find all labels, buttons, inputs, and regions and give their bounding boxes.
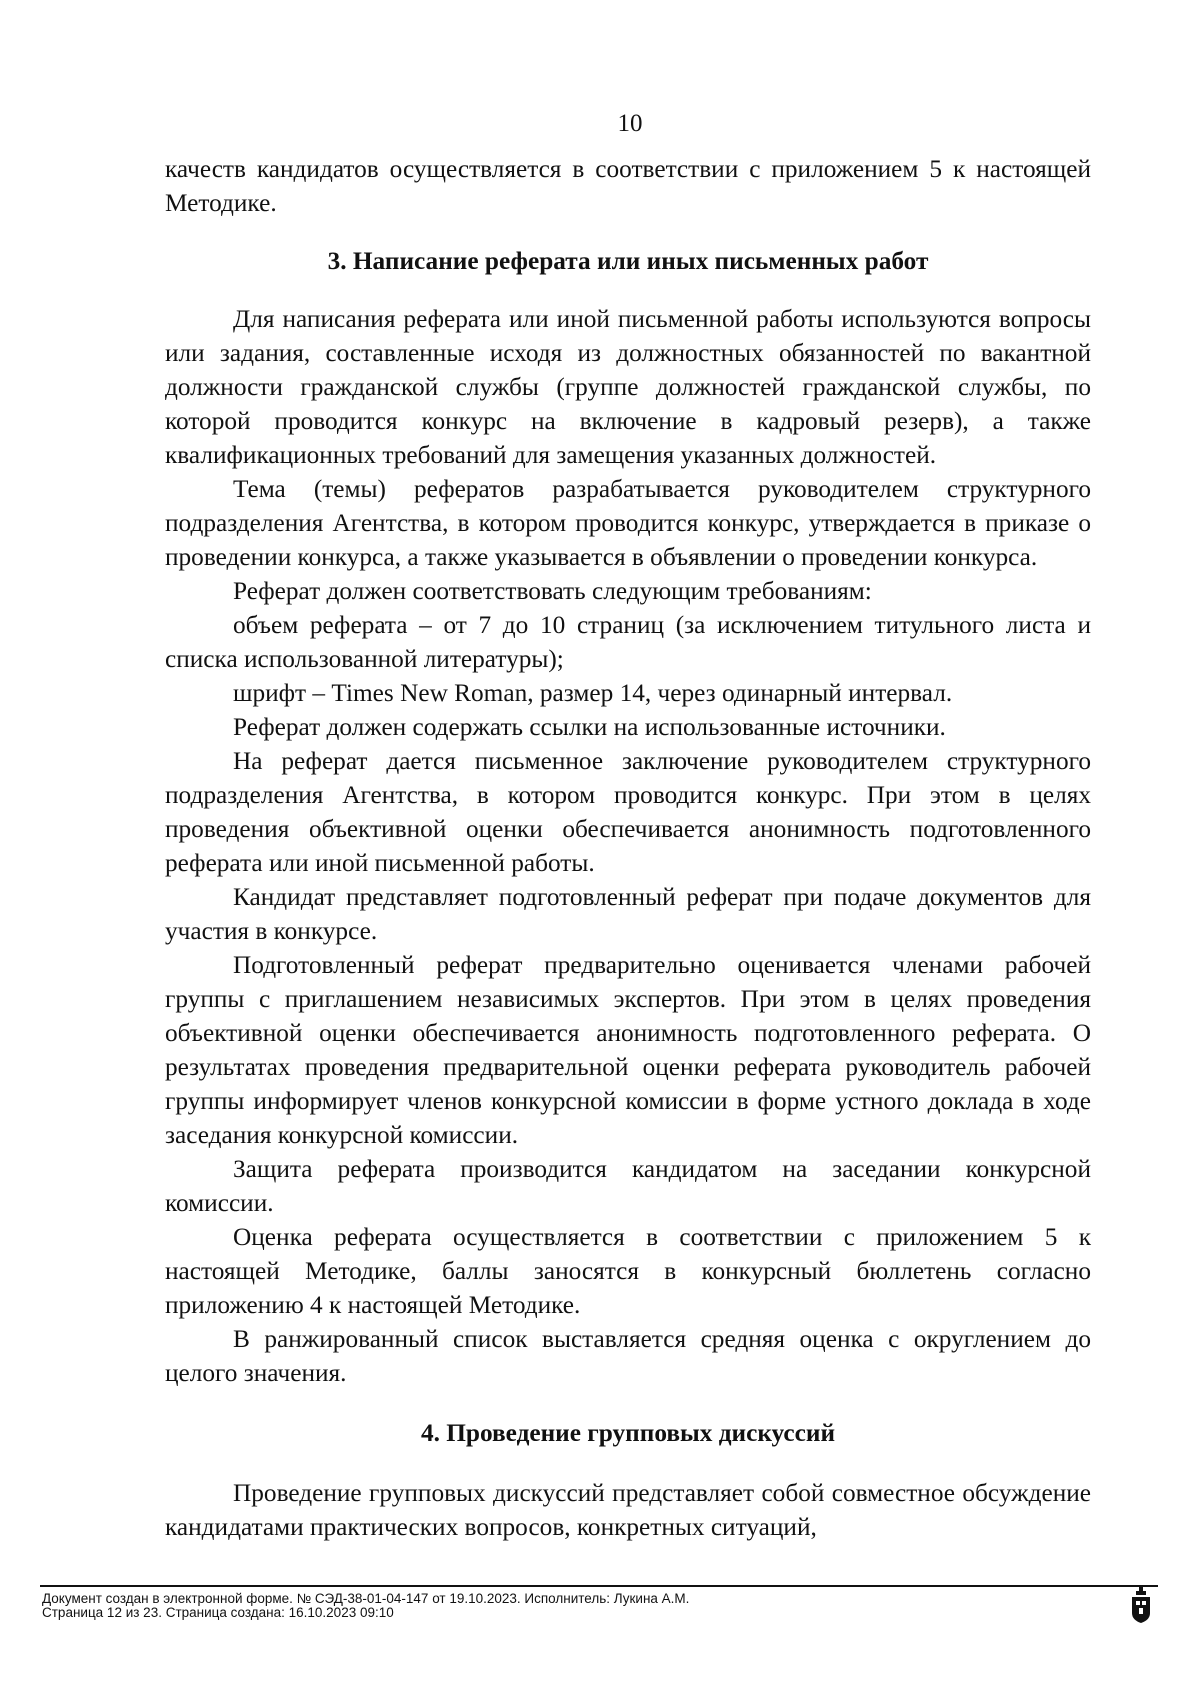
page-number: 10 <box>617 110 643 137</box>
paragraph: Подготовленный реферат предварительно оценивается членами рабочей группы с приглашением независимых экспертов. При этом в целях проведения объективной оценки обеспечивается анонимность подготовленного реферата. О результатах проведения предварительной оценки реферата руководитель рабочей группы информирует членов конкурсной комиссии в форме устного доклада в ходе заседания конкурсной комиссии. <box>165 951 1091 1149</box>
paragraph: Защита реферата производится кандидатом на заседании конкурсной комиссии. <box>165 1155 1091 1217</box>
paragraph: Проведение групповых дискуссий представляет собой совместное обсуждение кандидатами практических вопросов, конкретных ситуаций, <box>165 1479 1091 1541</box>
section-3-heading: 3. Написание реферата или иных письменных работ <box>327 247 929 275</box>
paragraph: Тема (темы) рефератов разрабатывается руководителем структурного подразделения Агентства, в котором проводится конкурс, утверждается в приказе о проведении конкурса, а также указывается в объявлении о проведении конкурса. <box>165 475 1091 571</box>
paragraph: В ранжированный список выставляется средняя оценка с округлением до целого значения. <box>165 1325 1091 1387</box>
section-4-heading: 4. Проведение групповых дискуссий <box>420 1419 836 1447</box>
paragraph: Реферат должен содержать ссылки на использованные источники. <box>233 713 946 741</box>
paragraph: Оценка реферата осуществляется в соответствии с приложением 5 к настоящей Методике, баллы заносятся в конкурсный бюллетень согласно приложению 4 к настоящей Методике. <box>165 1223 1091 1319</box>
intro-paragraph: качеств кандидатов осуществляется в соответствии с приложением 5 к настоящей Методике. <box>165 155 1091 217</box>
document-footer <box>42 1592 1102 1620</box>
footer-line-1: Документ создан в электронной форме. № СЭД-38-01-04-147 от 19.10.2023. Исполнитель: Лукина А.М. <box>42 1591 690 1606</box>
paragraph: Кандидат представляет подготовленный реферат при подаче документов для участия в конкурсе. <box>165 883 1091 945</box>
paragraph: Реферат должен соответствовать следующим требованиям: <box>233 577 872 605</box>
paragraph: шрифт – Times New Roman, размер 14, через одинарный интервал. <box>233 679 953 707</box>
paragraph: объем реферата – от 7 до 10 страниц (за исключением титульного листа и списка использованной литературы); <box>165 611 1091 673</box>
paragraph: Для написания реферата или иной письменной работы используются вопросы или задания, составленные исходя из должностных обязанностей по вакантной должности гражданской службы (группе должностей гражданской службы, по которой проводится конкурс на включение в кадровый резерв), а также квалификационных требований для замещения указанных должностей. <box>165 305 1091 469</box>
paragraph: На реферат дается письменное заключение руководителем структурного подразделения Агентства, в котором проводится конкурс. При этом в целях проведения объективной оценки обеспечивается анонимность подготовленного реферата или иной письменной работы. <box>165 747 1091 877</box>
footer-line-2: Страница 12 из 23. Страница создана: 16.10.2023 09:10 <box>42 1605 394 1620</box>
footer-divider <box>40 1585 1158 1587</box>
coat-of-arms-icon <box>1130 1587 1152 1623</box>
document-body <box>165 152 1091 1544</box>
